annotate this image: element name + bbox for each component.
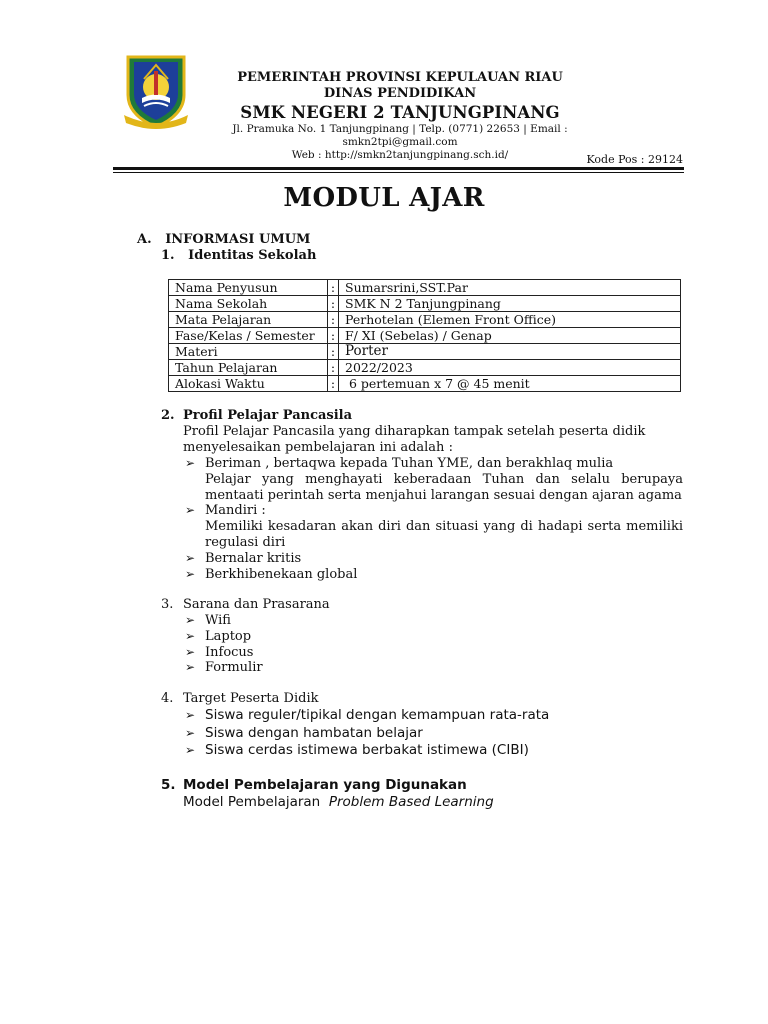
letterhead — [190, 70, 610, 162]
list-item — [183, 613, 483, 629]
sarana-heading: Sarana dan Prasarana — [183, 597, 330, 612]
target-number: 4. — [161, 691, 174, 706]
list-item — [183, 742, 683, 760]
sarana-item: Wifi — [205, 613, 231, 628]
profil-item-text: Berkhibenekaan global — [205, 566, 358, 582]
postal-code: Kode Pos : 29124 — [586, 153, 683, 166]
model-name: Problem Based Learning — [328, 794, 494, 810]
list-item — [183, 707, 683, 725]
arrow-bullet-icon: ➢ — [185, 628, 196, 643]
target-item: Siswa reguler/tipikal dengan kemampuan rata-rata — [205, 707, 550, 723]
list-item — [183, 456, 683, 503]
row-label: Mata Pelajaran — [169, 312, 328, 328]
section-a-heading: A. INFORMASI UMUM — [137, 232, 311, 247]
row-sep: : — [328, 328, 339, 344]
model-text — [183, 794, 494, 810]
model-number: 5. — [161, 777, 176, 793]
arrow-bullet-icon: ➢ — [185, 644, 196, 659]
letterhead-divider-thin — [113, 172, 684, 173]
arrow-bullet-icon: ➢ — [185, 456, 196, 470]
arrow-bullet-icon: ➢ — [185, 503, 196, 518]
document-title: MODUL AJAR — [283, 183, 485, 213]
school-address: Jl. Pramuka No. 1 Tanjungpinang | Telp. (0771) 22653 | Email : smkn2tpi@gmail.com — [232, 123, 568, 148]
arrow-bullet-icon: ➢ — [185, 743, 196, 757]
row-value: 2022/2023 — [339, 360, 681, 376]
profil-item-text: Bernalar kritis — [205, 550, 302, 566]
school-identity-table — [168, 279, 681, 392]
profil-list — [183, 456, 683, 582]
profil-item-detail: Pelajar yang menghayati keberadaan Tuhan dan selalu berupaya mentaati perintah serta menjahui larangan sesuai dengan ajaran agama — [205, 471, 683, 503]
letterhead-divider-thick — [113, 167, 684, 170]
table-row — [169, 280, 681, 296]
profil-item-text: Mandiri : — [205, 503, 266, 519]
list-item — [183, 645, 483, 661]
identitas-heading: 1. Identitas Sekolah — [161, 248, 317, 263]
target-list — [183, 707, 683, 760]
government-name: PEMERINTAH PROVINSI KEPULAUAN RIAU — [237, 70, 563, 85]
target-item: Siswa cerdas istimewa berbakat istimewa (CIBI) — [205, 742, 529, 758]
table-row — [169, 360, 681, 376]
target-heading: Target Peserta Didik — [183, 691, 319, 706]
profil-intro-line1: Profil Pelajar Pancasila yang diharapkan tampak setelah peserta didik — [183, 424, 646, 439]
table-row — [169, 328, 681, 344]
target-item: Siswa dengan hambatan belajar — [205, 724, 423, 741]
row-value: Porter — [339, 344, 681, 360]
profil-item-detail: Memiliki kesadaran akan diri dan situasi yang di hadapi serta memiliki regulasi diri — [205, 519, 683, 550]
row-sep: : — [328, 296, 339, 312]
row-label: Nama Sekolah — [169, 296, 328, 312]
department-name: DINAS PENDIDIKAN — [323, 86, 477, 101]
school-website: Web : http://smkn2tanjungpinang.sch.id/ — [291, 149, 509, 161]
table-row — [169, 376, 681, 392]
list-item — [183, 551, 683, 567]
list-item — [183, 660, 483, 676]
arrow-bullet-icon: ➢ — [185, 708, 196, 722]
sarana-item: Formulir — [205, 660, 263, 676]
sarana-item: Infocus — [205, 644, 254, 660]
list-item — [183, 567, 683, 583]
table-row — [169, 312, 681, 328]
row-label: Tahun Pelajaran — [169, 360, 328, 376]
list-item — [183, 503, 683, 550]
table-row — [169, 344, 681, 360]
arrow-bullet-icon: ➢ — [185, 566, 196, 581]
arrow-bullet-icon: ➢ — [185, 550, 196, 565]
profil-heading: Profil Pelajar Pancasila — [183, 408, 353, 423]
model-label: Model Pembelajaran — [183, 794, 329, 810]
arrow-bullet-icon: ➢ — [185, 725, 196, 740]
model-heading: Model Pembelajaran yang Digunakan — [183, 777, 467, 793]
profil-number: 2. — [161, 408, 175, 423]
sarana-list — [183, 613, 483, 676]
province-emblem-logo — [122, 51, 190, 131]
profil-item-text: Beriman , bertaqwa kepada Tuhan YME, dan berakhlaq mulia — [205, 456, 614, 471]
row-label: Materi — [169, 344, 328, 360]
arrow-bullet-icon: ➢ — [185, 613, 196, 627]
row-value: SMK N 2 Tanjungpinang — [339, 296, 681, 312]
arrow-bullet-icon: ➢ — [185, 660, 196, 675]
row-sep: : — [328, 360, 339, 376]
sarana-item: Laptop — [205, 628, 252, 644]
profil-intro-line2: menyelesaikan pembelajaran ini adalah : — [183, 440, 453, 455]
school-name: SMK NEGERI 2 TANJUNGPINANG — [240, 103, 560, 122]
list-item — [183, 725, 683, 743]
list-item — [183, 629, 483, 645]
table-row — [169, 296, 681, 312]
row-sep: : — [328, 280, 339, 296]
row-value: Sumarsrini,SST.Par — [339, 280, 681, 296]
row-sep: : — [328, 344, 339, 360]
row-value: Perhotelan (Elemen Front Office) — [339, 312, 681, 328]
row-label: Alokasi Waktu — [169, 376, 328, 392]
row-sep: : — [328, 312, 339, 328]
row-sep: : — [328, 376, 339, 392]
row-label: Nama Penyusun — [169, 280, 328, 296]
row-value: 6 pertemuan x 7 @ 45 menit — [339, 376, 681, 392]
row-value: F/ XI (Sebelas) / Genap — [339, 328, 681, 344]
row-label: Fase/Kelas / Semester — [169, 328, 328, 344]
sarana-number: 3. — [161, 597, 174, 612]
